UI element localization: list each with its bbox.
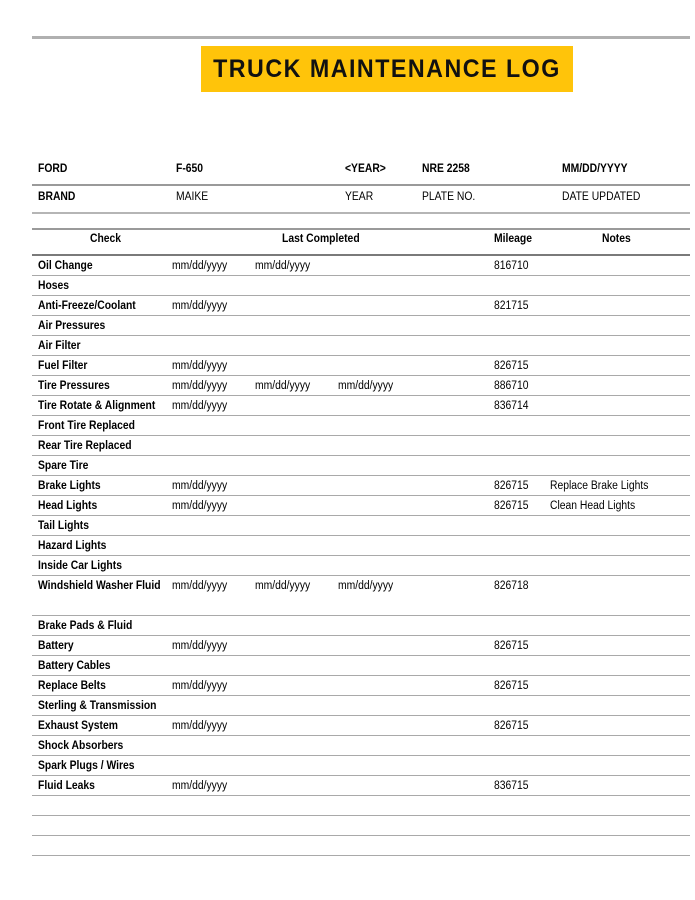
row-check-label: Anti-Freeze/Coolant (38, 300, 136, 312)
column-header-check: Check (90, 233, 122, 245)
row-check-label: Replace Belts (38, 680, 106, 692)
row-mileage: 816710 (494, 260, 529, 272)
row-check-label: Fluid Leaks (38, 780, 95, 792)
table-row (32, 616, 690, 636)
year-value: <YEAR> (345, 163, 386, 175)
table-row (32, 716, 690, 736)
date-updated-label: DATE UPDATED (562, 191, 641, 203)
row-check-label: Air Pressures (38, 320, 106, 332)
row-last-completed-1: mm/dd/yyyy (172, 260, 228, 272)
table-row (32, 576, 690, 616)
row-last-completed-1: mm/dd/yyyy (172, 680, 228, 692)
column-header-last-completed: Last Completed (282, 233, 360, 245)
row-check-label: Spare Tire (38, 460, 89, 472)
row-check-label: Inside Car Lights (38, 560, 122, 572)
row-mileage: 886710 (494, 380, 529, 392)
row-last-completed-1: mm/dd/yyyy (172, 720, 228, 732)
row-check-label: Shock Absorbers (38, 740, 124, 752)
table-row (32, 676, 690, 696)
row-last-completed-1: mm/dd/yyyy (172, 380, 228, 392)
plate-no-label: PLATE NO. (422, 191, 476, 203)
table-row (32, 256, 690, 276)
row-check-label: Oil Change (38, 260, 93, 272)
table-row (32, 376, 690, 396)
row-check-label: Brake Lights (38, 480, 101, 492)
row-last-completed-2: mm/dd/yyyy (255, 260, 311, 272)
row-check-label: Tire Rotate & Alignment (38, 400, 156, 412)
table-row (32, 836, 690, 856)
table-row (32, 456, 690, 476)
row-mileage: 826715 (494, 720, 529, 732)
table-row (32, 756, 690, 776)
table-row (32, 496, 690, 516)
row-check-label: Battery Cables (38, 660, 111, 672)
row-check-label: Tire Pressures (38, 380, 110, 392)
table-row (32, 536, 690, 556)
row-last-completed-2: mm/dd/yyyy (255, 580, 311, 592)
row-mileage: 826715 (494, 640, 529, 652)
brand-label: BRAND (38, 191, 76, 203)
row-check-label: Fuel Filter (38, 360, 88, 372)
row-mileage: 826715 (494, 680, 529, 692)
date-updated-value: MM/DD/YYYY (562, 163, 628, 175)
row-notes: Clean Head Lights (550, 500, 636, 512)
model-label: MAIKE (176, 191, 209, 203)
table-body (32, 256, 690, 856)
row-check-label: Front Tire Replaced (38, 420, 136, 432)
title-banner (201, 46, 573, 92)
row-mileage: 826715 (494, 500, 529, 512)
row-last-completed-1: mm/dd/yyyy (172, 780, 228, 792)
vehicle-info-values-row (32, 158, 690, 186)
row-last-completed-1: mm/dd/yyyy (172, 580, 228, 592)
row-check-label: Hoses (38, 280, 70, 292)
row-notes: Replace Brake Lights (550, 480, 649, 492)
row-check-label: Windshield Washer Fluid (38, 580, 161, 592)
vehicle-info-block (32, 158, 690, 214)
row-mileage: 826715 (494, 480, 529, 492)
row-last-completed-1: mm/dd/yyyy (172, 640, 228, 652)
table-row (32, 396, 690, 416)
table-row (32, 296, 690, 316)
row-last-completed-2: mm/dd/yyyy (255, 380, 311, 392)
table-row (32, 816, 690, 836)
row-mileage: 836715 (494, 780, 529, 792)
row-last-completed-3: mm/dd/yyyy (338, 380, 394, 392)
column-header-mileage: Mileage (494, 233, 532, 245)
row-mileage: 821715 (494, 300, 529, 312)
table-row (32, 656, 690, 676)
row-check-label: Tail Lights (38, 520, 89, 532)
table-row (32, 316, 690, 336)
row-mileage: 836714 (494, 400, 529, 412)
top-divider (32, 36, 690, 39)
brand-value: FORD (38, 163, 68, 175)
model-value: F-650 (176, 163, 204, 175)
table-row (32, 476, 690, 496)
maintenance-table (32, 228, 690, 856)
table-row (32, 356, 690, 376)
page-title: TRUCK MAINTENANCE LOG (213, 54, 561, 83)
row-last-completed-1: mm/dd/yyyy (172, 500, 228, 512)
row-last-completed-3: mm/dd/yyyy (338, 580, 394, 592)
row-check-label: Head Lights (38, 500, 98, 512)
table-row (32, 436, 690, 456)
row-check-label: Battery (38, 640, 74, 652)
table-row (32, 796, 690, 816)
table-row (32, 516, 690, 536)
row-check-label: Exhaust System (38, 720, 118, 732)
table-row (32, 556, 690, 576)
table-row (32, 636, 690, 656)
plate-no-value: NRE 2258 (422, 163, 470, 175)
row-check-label: Hazard Lights (38, 540, 107, 552)
row-check-label: Brake Pads & Fluid (38, 620, 133, 632)
row-check-label: Spark Plugs / Wires (38, 760, 135, 772)
row-last-completed-1: mm/dd/yyyy (172, 300, 228, 312)
row-last-completed-1: mm/dd/yyyy (172, 480, 228, 492)
row-last-completed-1: mm/dd/yyyy (172, 400, 228, 412)
table-row (32, 696, 690, 716)
row-check-label: Sterling & Transmission (38, 700, 157, 712)
table-row (32, 776, 690, 796)
table-row (32, 416, 690, 436)
table-row (32, 336, 690, 356)
row-check-label: Rear Tire Replaced (38, 440, 132, 452)
table-header-row (32, 228, 690, 256)
column-header-notes: Notes (602, 233, 631, 245)
table-row (32, 276, 690, 296)
row-mileage: 826715 (494, 360, 529, 372)
year-label: YEAR (345, 191, 374, 203)
vehicle-info-labels-row (32, 186, 690, 214)
row-last-completed-1: mm/dd/yyyy (172, 360, 228, 372)
row-mileage: 826718 (494, 580, 529, 592)
table-row (32, 736, 690, 756)
row-check-label: Air Filter (38, 340, 81, 352)
